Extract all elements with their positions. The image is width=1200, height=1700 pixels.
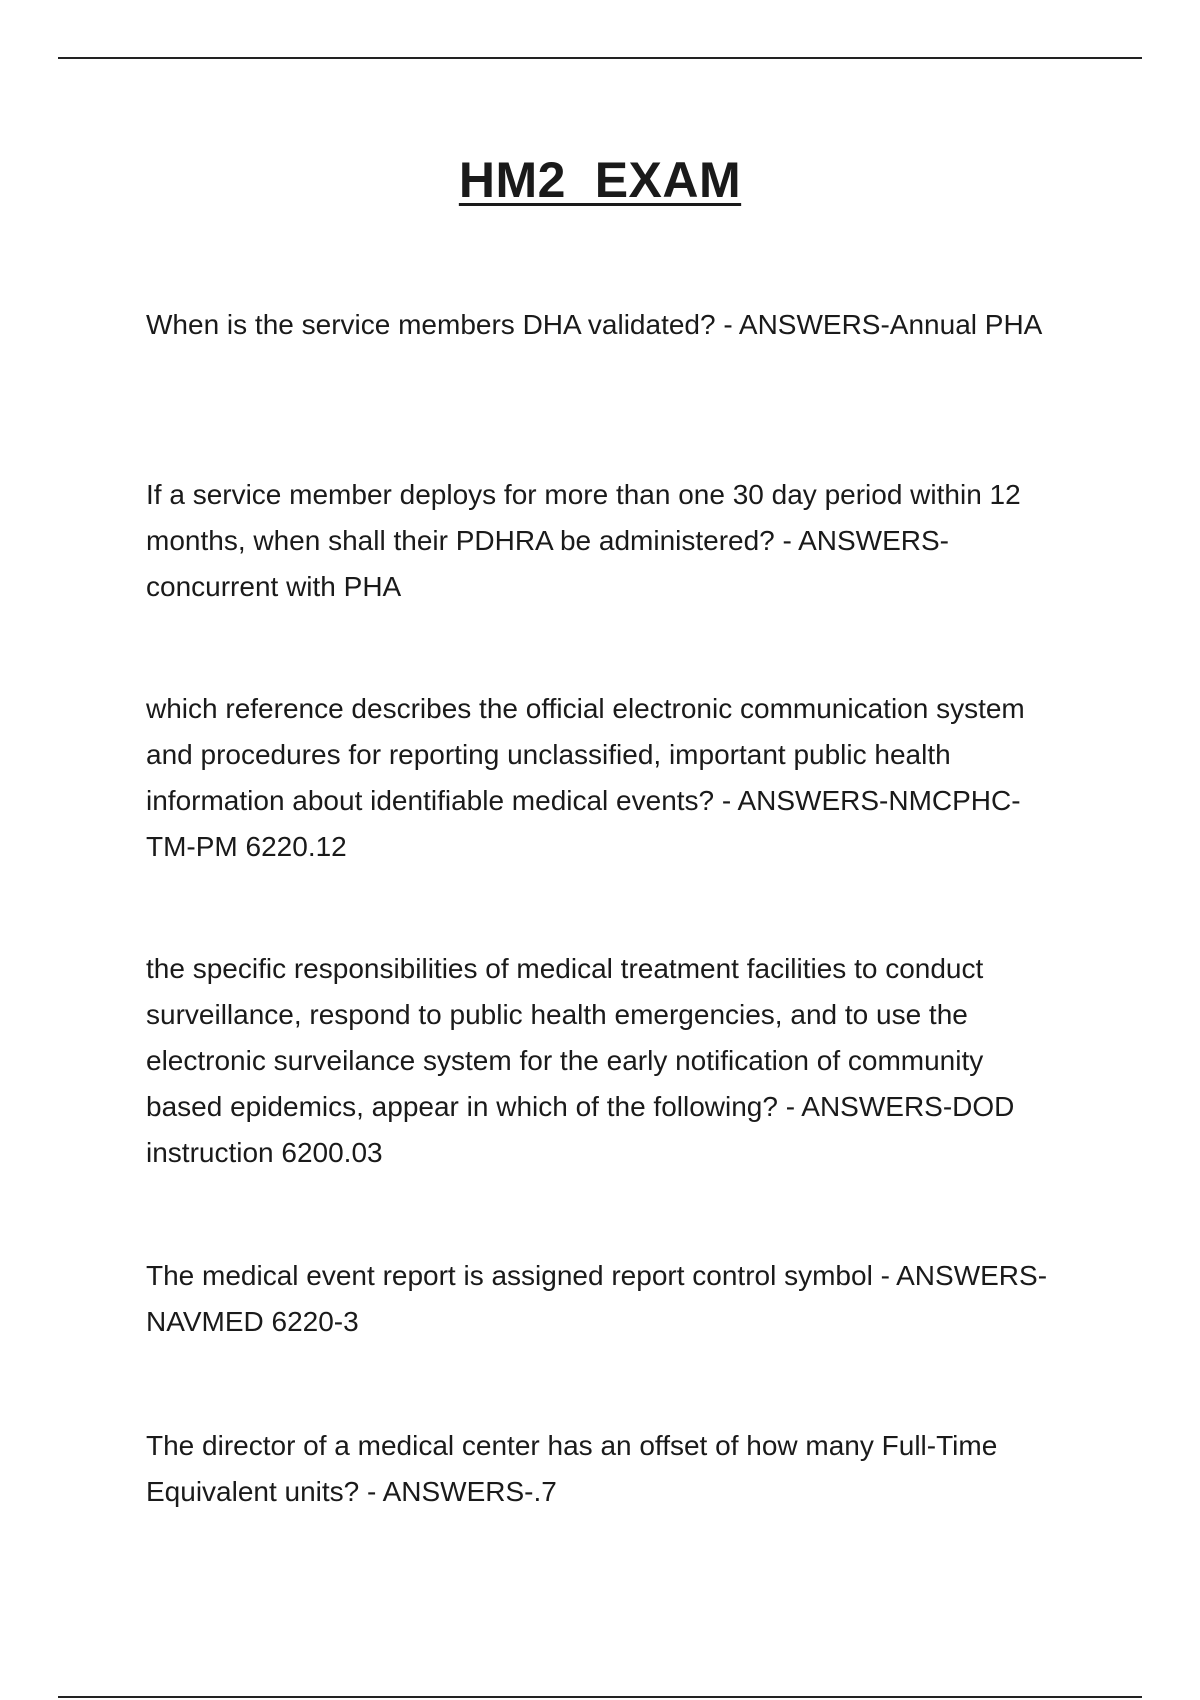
qa-item-2: If a service member deploys for more than one 30 day period within 12 months, when shall their PDHRA be administered? - ANSWERS-concurrent with PHA — [146, 479, 1021, 602]
page-title — [0, 150, 1200, 210]
page-title-text: HM2 EXAM — [458, 152, 742, 208]
qa-item-1: When is the service members DHA validated? - ANSWERS-Annual PHA — [146, 309, 1043, 340]
qa-item-5: The medical event report is assigned report control symbol - ANSWERS-NAVMED 6220-3 — [146, 1260, 1048, 1337]
bottom-divider — [58, 1696, 1142, 1698]
qa-item-6: The director of a medical center has an offset of how many Full-Time Equivalent units? - ANSWERS-.7 — [146, 1430, 998, 1507]
qa-item-4: the specific responsibilities of medical treatment facilities to conduct surveillance, respond to public health emergencies, and to use the electronic surveilance system for the early notification of community based epidemics, appear in which of the following? - ANSWERS-DOD instruction 6200.03 — [146, 953, 1015, 1168]
top-divider — [58, 57, 1142, 59]
qa-item-3: which reference describes the official electronic communication system and procedures for reporting unclassified, important public health information about identifiable medical events? - ANSWERS-NMCPHC-TM-PM 6220.12 — [146, 693, 1025, 862]
